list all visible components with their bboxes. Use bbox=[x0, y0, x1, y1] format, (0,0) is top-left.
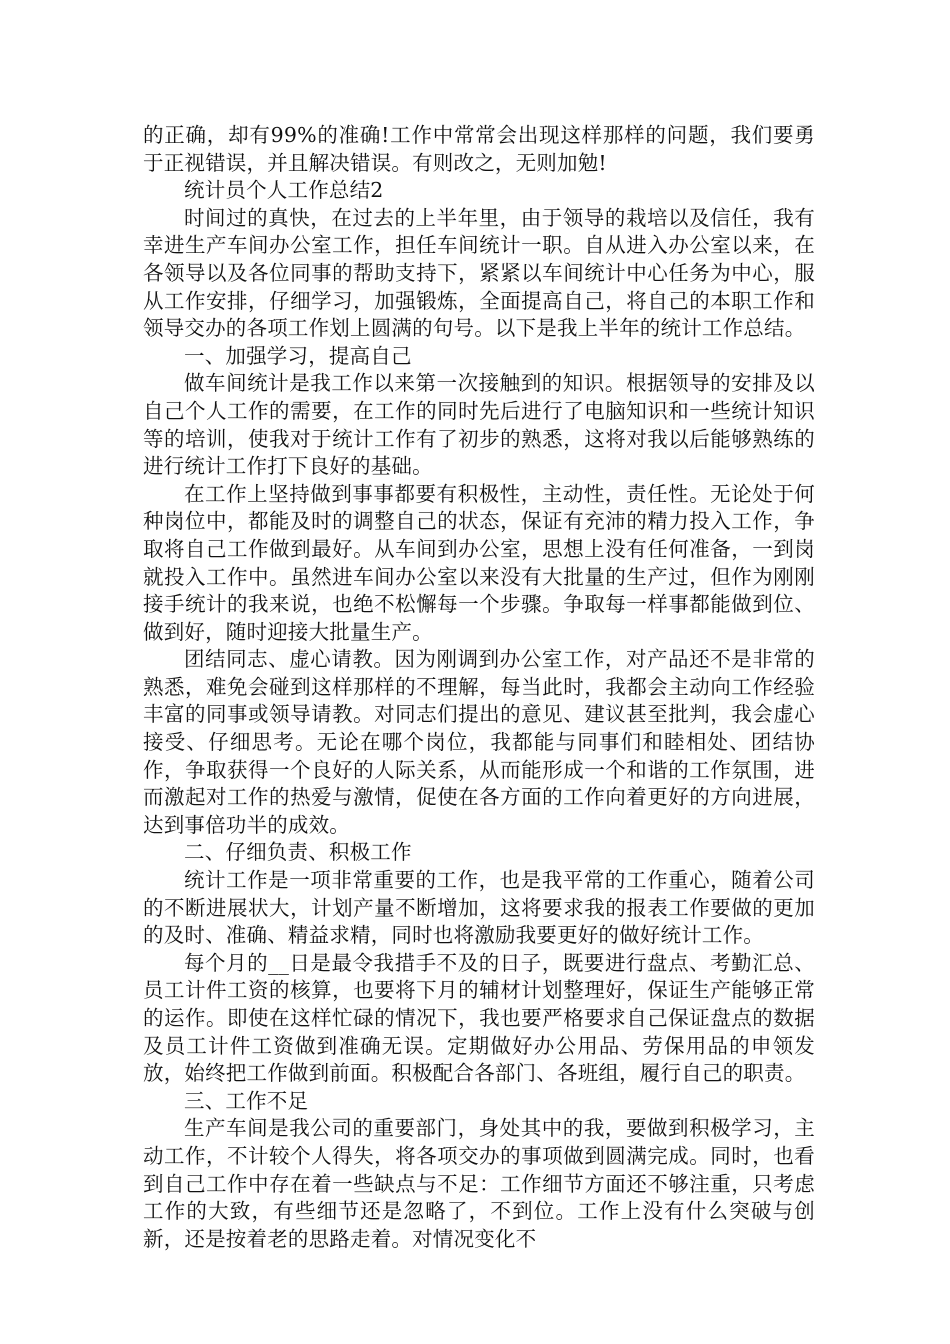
paragraph-1: 的正确，却有99%的准确!工作中常常会出现这样那样的问题，我们要勇于正视错误，并且解决错误。有则改之，无则加勉! bbox=[143, 123, 815, 175]
paragraph-statistics-work: 统计工作是一项非常重要的工作，也是我平常的工作重心，随着公司的不断进展状大，计划产量不断增加，这将要求我的报表工作要做的更加的及时、准确、精益求精，同时也将激励我要更好的做好统计工作。 bbox=[143, 868, 815, 948]
paragraph-unity: 团结同志、虚心请教。因为刚调到办公室工作，对产品还不是非常的熟悉，难免会碰到这样那样的不理解，每当此时，我都会主动向工作经验丰富的同事或领导请教。对同志们提出的意见、建议甚至批判，我会虚心接受、仔细思考。无论在哪个岗位，我都能与同事们和睦相处、团结协作，争取获得一个良好的人际关系，从而能形成一个和谐的工作氛围，进而激起对工作的热爱与激情，促使在各方面的工作向着更好的方向进展，达到事倍功半的成效。 bbox=[143, 647, 815, 837]
paragraph-study: 做车间统计是我工作以来第一次接触到的知识。根据领导的安排及以自己个人工作的需要，在工作的同时先后进行了电脑知识和一些统计知识等的培训，使我对于统计工作有了初步的熟悉，这将对我以后能够熟练的进行统计工作打下良好的基础。 bbox=[143, 371, 815, 479]
paragraph-monthly: 每个月的__日是最令我措手不及的日子，既要进行盘点、考勤汇总、员工计件工资的核算，也要将下月的辅材计划整理好，保证生产能够正常的运作。即使在这样忙碌的情况下，我也要严格要求自己保证盘点的数据及员工计件工资做到准确无误。定期做好办公用品、劳保用品的申领发放，始终把工作做到前面。积极配合各部门、各班组，履行自己的职责。 bbox=[143, 950, 815, 1086]
heading-study: 一、加强学习，提高自己 bbox=[184, 343, 412, 368]
paragraph-intro: 时间过的真快，在过去的上半年里，由于领导的栽培以及信任，我有幸进生产车间办公室工作，担任车间统计一职。自从进入办公室以来，在各领导以及各位同事的帮助支持下，紧紧以车间统计中心任务为中心，服从工作安排，仔细学习，加强锻炼，全面提高自己，将自己的本职工作和领导交办的各项工作划上圆满的句号。以下是我上半年的统计工作总结。 bbox=[143, 205, 815, 341]
paragraph-shortcomings: 生产车间是我公司的重要部门，身处其中的我，要做到积极学习，主动工作，不计较个人得失，将各项交办的事项做到圆满完成。同时，也看到自己工作中存在着一些缺点与不足：工作细节方面还不够注重，只考虑工作的大致，有些细节还是忽略了，不到位。工作上没有什么突破与创新，还是按着老的思路走着。对情况变化不 bbox=[143, 1116, 815, 1251]
paragraph-initiative: 在工作上坚持做到事事都要有积极性，主动性，责任性。无论处于何种岗位中，都能及时的调整自己的状态，保证有充沛的精力投入工作，争取将自己工作做到最好。从车间到办公室，思想上没有任何准备，一到岗就投入工作中。虽然进车间办公室以来没有大批量的生产过，但作为刚刚接手统计的我来说，也绝不松懈每一个步骤。争取每一样事都能做到位、做到好，随时迎接大批量生产。 bbox=[143, 481, 815, 644]
document-page bbox=[143, 122, 815, 1253]
heading-shortcomings: 三、工作不足 bbox=[184, 1088, 309, 1113]
section-title-summary-2: 统计员个人工作总结2 bbox=[184, 178, 384, 203]
heading-responsibility: 二、仔细负责、积极工作 bbox=[184, 840, 412, 865]
